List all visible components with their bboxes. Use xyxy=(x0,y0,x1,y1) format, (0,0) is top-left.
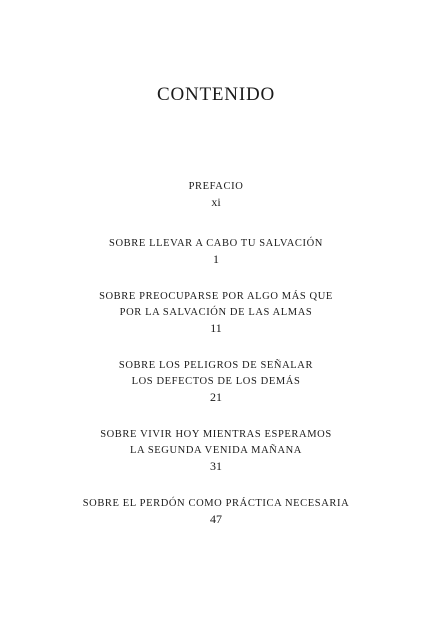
toc-entry-title-line-1: SOBRE LOS PELIGROS DE SEÑALAR xyxy=(118,360,314,371)
toc-entry-segunda-venida xyxy=(0,427,432,473)
toc-entry-page-number: 21 xyxy=(210,390,222,404)
toc-entry-prefacio xyxy=(0,179,432,209)
toc-entry-title-line-1: SOBRE VIVIR HOY MIENTRAS ESPERAMOS xyxy=(100,429,332,440)
toc-entry-title-line-2: LA SEGUNDA VENIDA MAÑANA xyxy=(129,445,302,456)
toc-entry-page-number: 1 xyxy=(213,252,219,266)
page-title: CONTENIDO xyxy=(156,84,276,105)
toc-entry-page-number: 31 xyxy=(210,459,222,473)
toc-entry-perdon xyxy=(0,496,432,526)
toc-entry-page-number: 11 xyxy=(210,321,222,335)
toc-entry-page-number: 47 xyxy=(210,512,222,526)
toc-entry-salvacion xyxy=(0,236,432,266)
toc-entry-title: SOBRE EL PERDÓN COMO PRÁCTICA NECESARIA xyxy=(82,498,350,509)
toc-entry-title: SOBRE LLEVAR A CABO TU SALVACIÓN xyxy=(109,238,323,249)
toc-entry-title-line-2: LOS DEFECTOS DE LOS DEMÁS xyxy=(131,376,301,387)
toc-entry-title: PREFACIO xyxy=(188,181,244,192)
toc-entry-title-line-2: POR LA SALVACIÓN DE LAS ALMAS xyxy=(119,307,313,318)
toc-entry-defectos xyxy=(0,358,432,404)
toc-entry-title-line-1: SOBRE PREOCUPARSE POR ALGO MÁS QUE xyxy=(99,291,333,302)
toc-entry-page-number: xi xyxy=(211,195,221,209)
toc-entry-almas xyxy=(0,289,432,335)
